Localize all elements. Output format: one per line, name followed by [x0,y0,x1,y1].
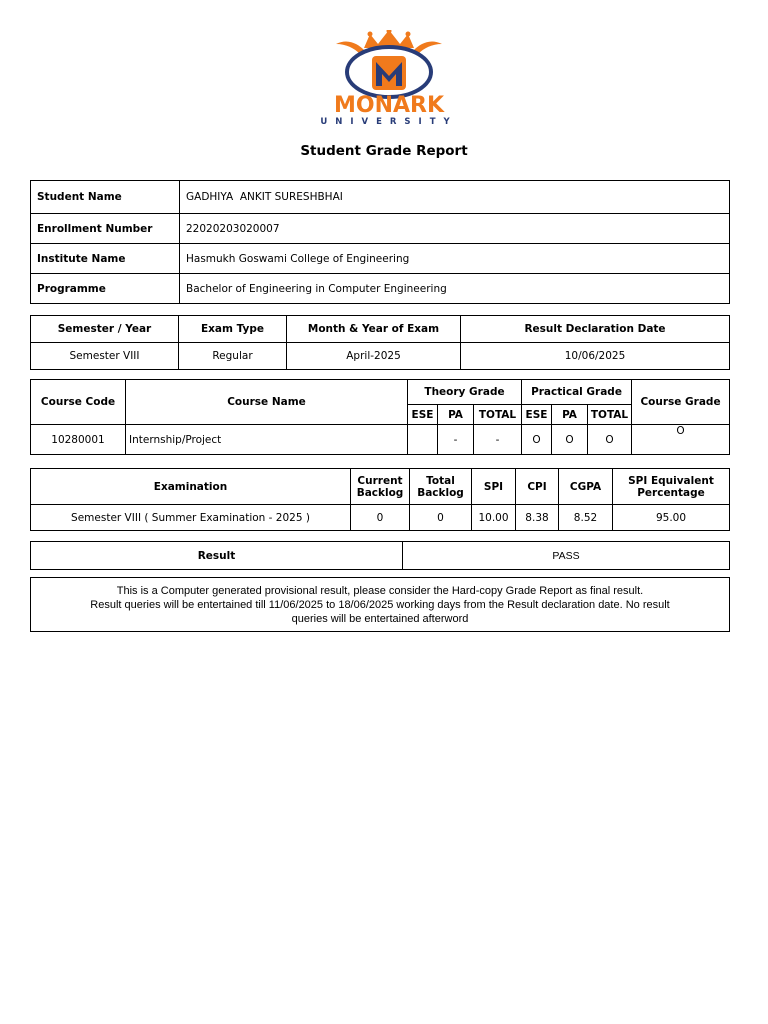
course-grade-header: Course Grade [632,380,730,425]
course-grade-value: O [632,425,730,455]
student-info-table [30,180,730,304]
practical-grade-header: Practical Grade [522,380,632,405]
practical-total-value: O [588,425,632,455]
theory-ese-header: ESE [408,405,438,425]
programme-value: Bachelor of Engineering in Computer Engineering [180,274,730,304]
exam-type-value: Regular [179,343,287,370]
theory-pa-header: PA [438,405,474,425]
examination-header: Examination [31,469,351,505]
crown-icon [336,30,442,54]
course-name-header: Course Name [126,380,408,425]
institute-name-value: Hasmukh Goswami College of Engineering [180,244,730,274]
student-name-label: Student Name [31,181,180,214]
disclaimer-line-1: This is a Computer generated provisional result, please consider the Hard-copy Grade Report as final result. [116,584,644,597]
result-table [30,541,730,570]
month-year-value: April-2025 [287,343,461,370]
practical-total-header: TOTAL [588,405,632,425]
spi-value: 10.00 [472,505,516,531]
table-header-row [31,469,730,505]
practical-ese-value: O [522,425,552,455]
practical-ese-header: ESE [522,405,552,425]
semester-table [30,315,730,370]
theory-grade-header: Theory Grade [408,380,522,405]
programme-label: Programme [31,274,180,304]
cgpa-header: CGPA [559,469,613,505]
spi-percentage-value: 95.00 [613,505,730,531]
table-row [31,542,730,570]
cpi-header: CPI [516,469,559,505]
result-declaration-date-value: 10/06/2025 [461,343,730,370]
table-row [31,425,730,455]
table-row [31,181,730,214]
table-row [31,214,730,244]
disclaimer-line-2: Result queries will be entertained till 11/06/2025 to 18/06/2025 working days from the Result declaration date. No result [90,598,670,611]
course-name-value: Internship/Project [126,425,408,455]
table-row [31,343,730,370]
disclaimer-note [30,577,730,632]
theory-ese-value [408,425,438,455]
cpi-value: 8.38 [516,505,559,531]
current-backlog-header: Current Backlog [351,469,410,505]
practical-pa-header: PA [552,405,588,425]
total-backlog-header: Total Backlog [410,469,472,505]
theory-pa-value: - [438,425,474,455]
student-name-value: GADHIYA ANKIT SURESHBHAI [180,181,730,214]
table-row [31,505,730,531]
institute-name-label: Institute Name [31,244,180,274]
semester-year-header: Semester / Year [31,316,179,343]
practical-pa-value: O [552,425,588,455]
theory-total-header: TOTAL [474,405,522,425]
exam-type-header: Exam Type [179,316,287,343]
table-row [31,274,730,304]
monark-university-logo [296,30,482,126]
current-backlog-value: 0 [351,505,410,531]
page-title: Student Grade Report [300,143,468,159]
table-header-row [31,380,730,405]
theory-total-value: - [474,425,522,455]
logo-wordmark: MONARK [333,93,445,118]
result-value: PASS [403,542,730,570]
result-declaration-date-header: Result Declaration Date [461,316,730,343]
spi-percentage-header: SPI Equivalent Percentage [613,469,730,505]
disclaimer-text [31,578,730,632]
result-label: Result [31,542,403,570]
enrollment-number-label: Enrollment Number [31,214,180,244]
course-code-header: Course Code [31,380,126,425]
total-backlog-value: 0 [410,505,472,531]
table-row [31,244,730,274]
examination-summary-table [30,468,730,531]
examination-value: Semester VIII ( Summer Examination - 2025 ) [31,505,351,531]
course-code-value: 10280001 [31,425,126,455]
semester-value: Semester VIII [31,343,179,370]
month-year-header: Month & Year of Exam [287,316,461,343]
course-grade-table [30,379,730,455]
m-emblem-icon [372,56,406,90]
spi-header: SPI [472,469,516,505]
logo-subtitle: UNIVERSITY [320,117,458,126]
enrollment-number-value: 22020203020007 [180,214,730,244]
disclaimer-line-3: queries will be entertained afterword [291,612,469,625]
cgpa-value: 8.52 [559,505,613,531]
table-header-row [31,316,730,343]
